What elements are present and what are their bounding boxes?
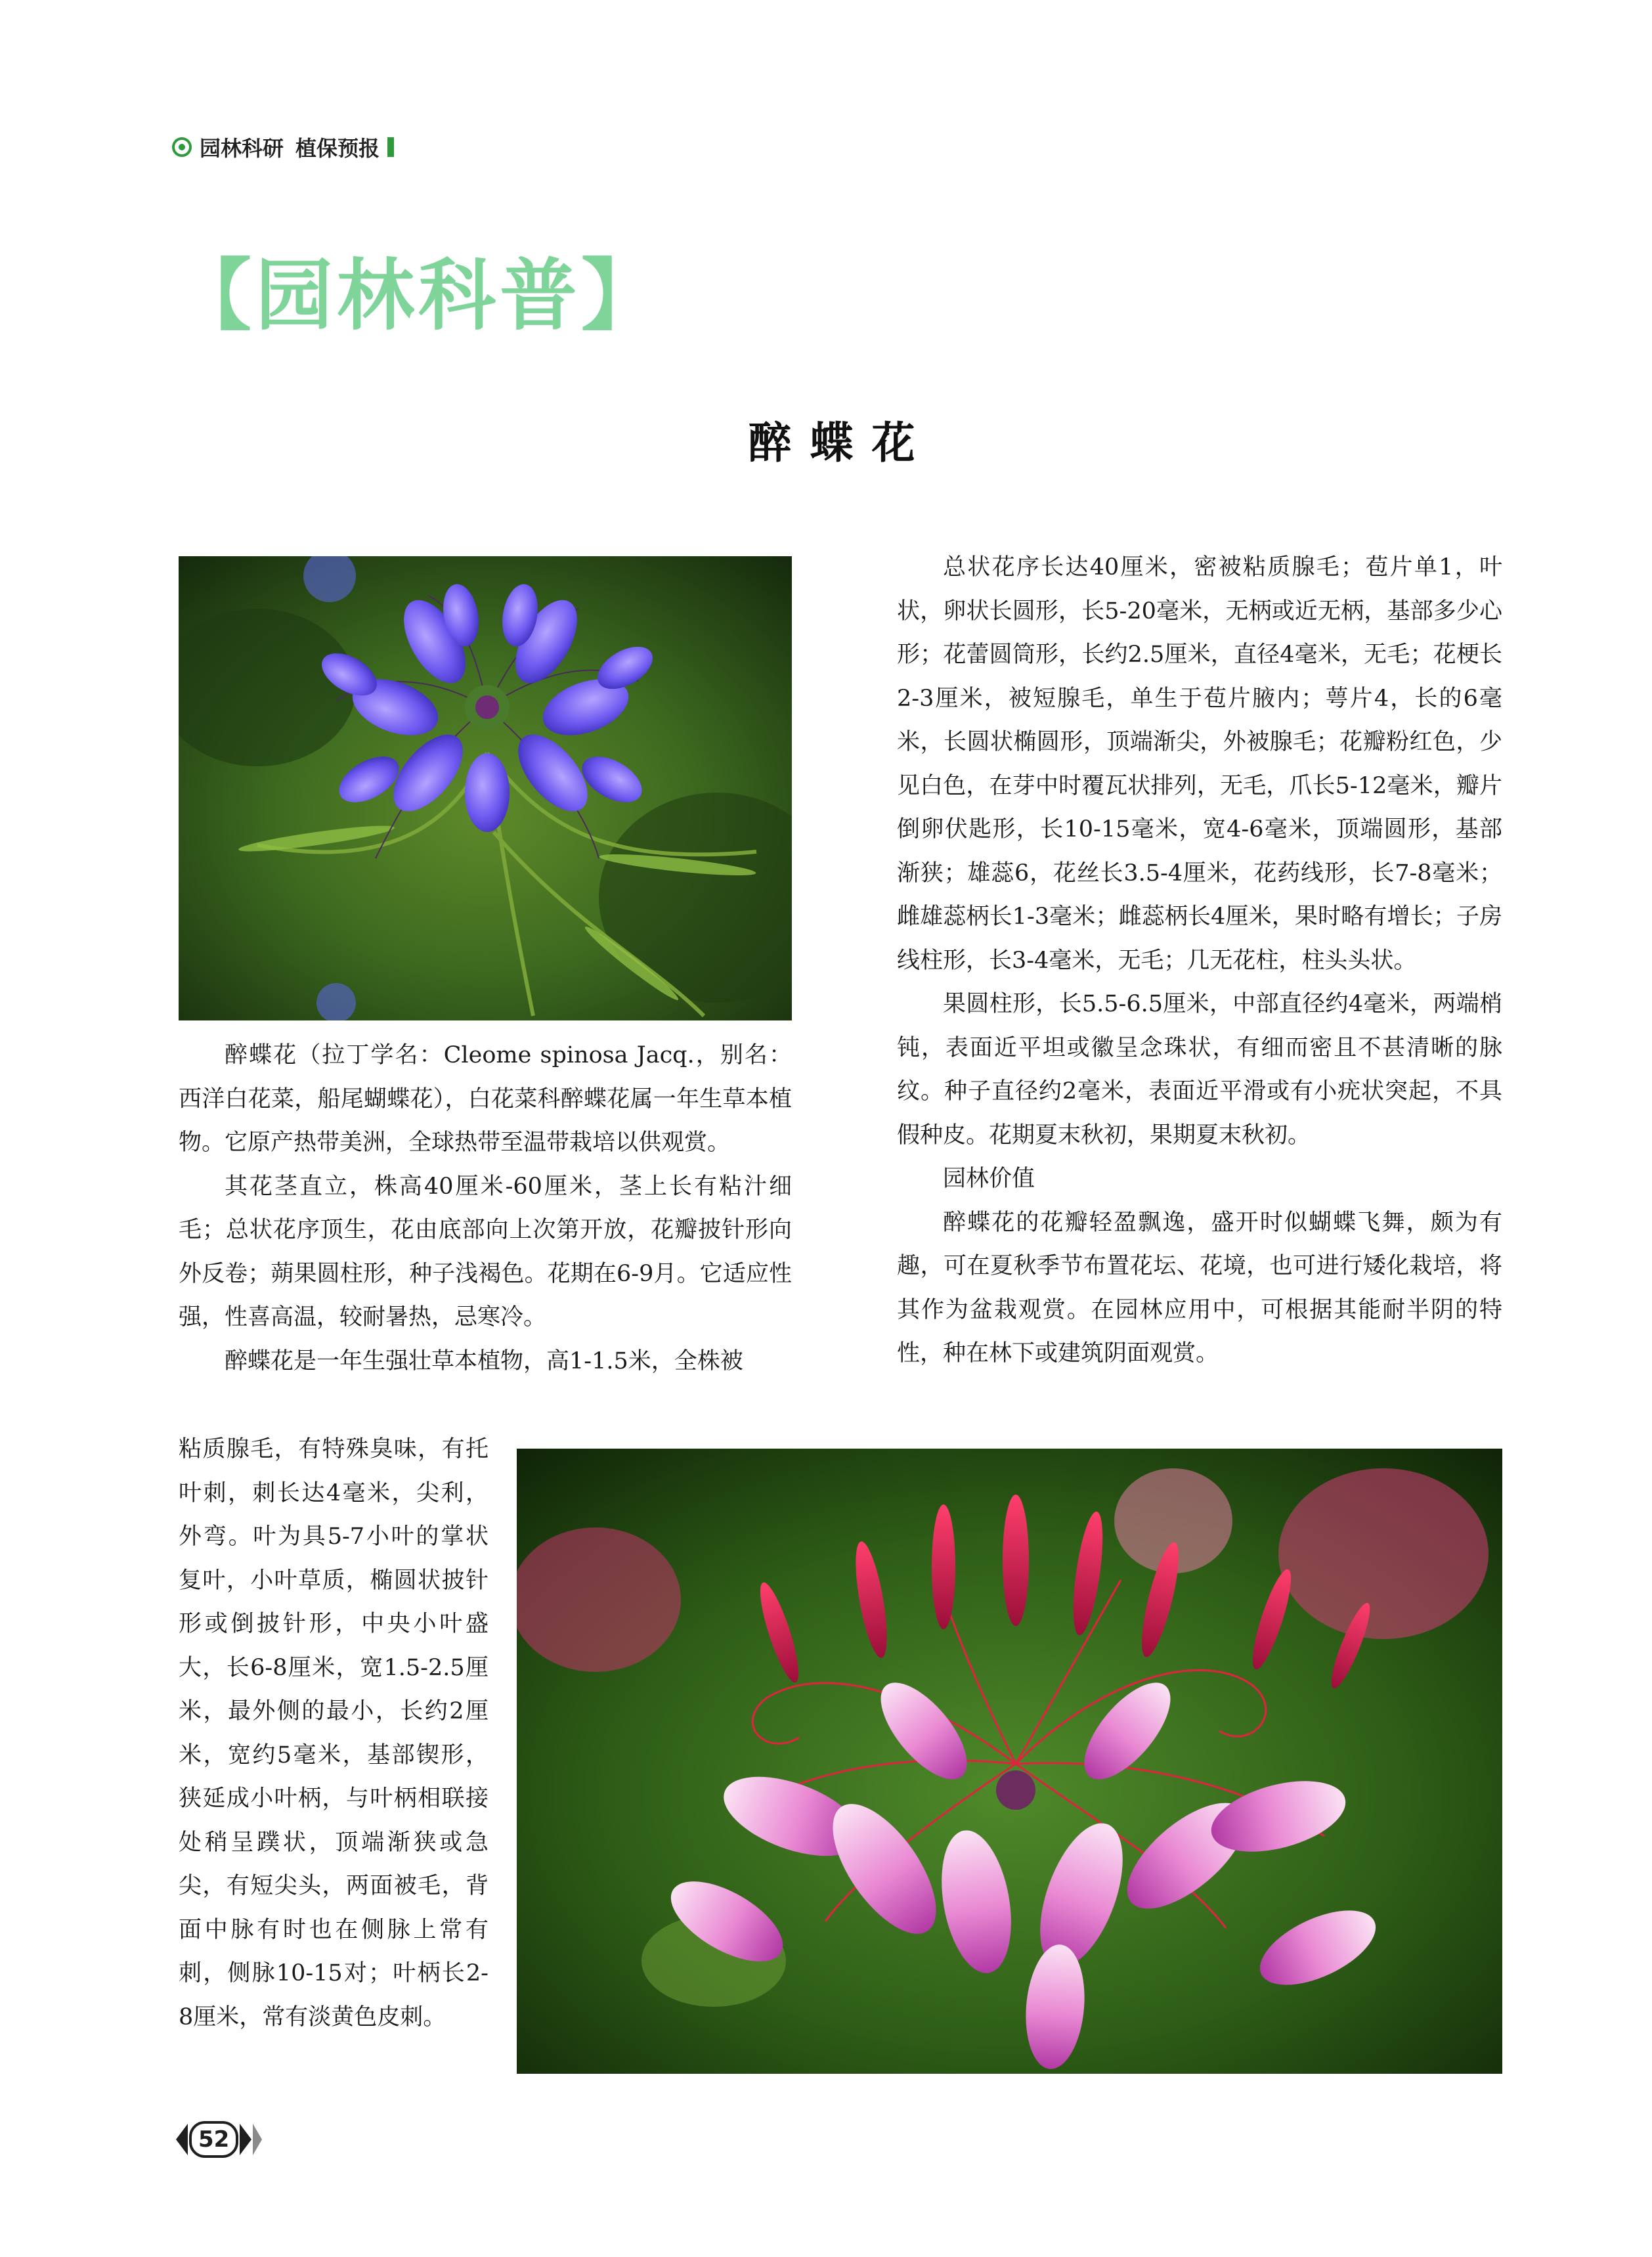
- running-header: [172, 131, 394, 163]
- chevron-left-icon: [176, 2124, 188, 2155]
- header-bar-icon: [387, 137, 394, 157]
- ring-icon: [172, 137, 192, 157]
- description-paragraph-continued: 粘质腺毛，有特殊臭味，有托叶刺，刺长达4毫米，尖利，外弯。叶为具5-7小叶的掌状复叶，小叶草质，椭圆状披针形或倒披针形，中央小叶盛大，长6-8厘米，宽1.5-2.5厘米，最外侧的最小，长约2厘米，宽约5毫米，基部锲形，狭延成小叶柄，与叶柄相联接处稍呈蹼状，顶端渐狭或急尖，有短尖头，两面被毛，背面中脉有时也在侧脉上常有刺，侧脉10-15对；叶柄长2-8厘米，常有淡黄色皮刺。: [179, 1436, 489, 2030]
- section-title: 【园林科普】: [174, 250, 663, 341]
- page-number: [176, 2121, 262, 2158]
- header-section-1: 园林科研: [200, 136, 284, 161]
- purple-flower-photo: [179, 556, 792, 1020]
- pink-flower-photo: [517, 1449, 1502, 2074]
- article-title: 醉蝶花: [748, 418, 934, 468]
- garden-value-heading: 园林价值: [943, 1166, 1035, 1192]
- inflorescence-paragraph: 总状花序长达40厘米，密被粘质腺毛；苞片单1，叶状，卵状长圆形，长5-20毫米，无柄或近无柄，基部多少心形；花蕾圆筒形，长约2.5厘米，直径4毫米，无毛；花梗长2-3厘米，被短腺毛，单生于苞片腋内；萼片4，长的6毫米，长圆状椭圆形，顶端渐尖，外被腺毛；花瓣粉红色，少见白色，在芽中时覆瓦状排列，无毛，爪长5-12毫米，瓣片倒卵伏匙形，长10-15毫米，宽4-6毫米，顶端圆形，基部渐狭；雄蕊6，花丝长3.5-4厘米，花药线形，长7-8毫米；雌雄蕊柄长1-3毫米；雌蕊柄长4厘米，果时略有增长；子房线柱形，长3-4毫米，无毛；几无花柱，柱头头状。: [897, 554, 1502, 974]
- intro-paragraph: 醉蝶花（拉丁学名：Cleome spinosa Jacq.，别名：西洋白花菜，船尾蝴蝶花），白花菜科醉蝶花属一年生草本植物。它原产热带美洲，全球热带至温带栽培以供观赏。: [179, 1042, 792, 1156]
- stem-paragraph: 其花茎直立，株高40厘米-60厘米，茎上长有粘汁细毛；总状花序顶生，花由底部向上次第开放，花瓣披针形向外反卷；蒴果圆柱形，种子浅褐色。花期在6-9月。它适应性强，性喜高温，较耐暑热，忌寒冷。: [179, 1173, 792, 1330]
- garden-value-paragraph: 醉蝶花的花瓣轻盈飘逸，盛开时似蝴蝶飞舞，颇为有趣，可在夏秋季节布置花坛、花境，也可进行矮化栽培，将其作为盆栽观赏。在园林应用中，可根据其能耐半阴的特性，种在林下或建筑阴面观赏。: [897, 1209, 1502, 1367]
- narrow-column: [179, 1428, 489, 2039]
- fruit-paragraph: 果圆柱形，长5.5-6.5厘米，中部直径约4毫米，两端梢钝，表面近平坦或徽呈念珠状，有细而密且不甚清晰的脉纹。种子直径约2毫米，表面近平滑或有小疣状突起，不具假种皮。花期夏末秋初，果期夏末秋初。: [897, 991, 1502, 1149]
- header-section-2: 植保预报: [295, 136, 380, 161]
- chevron-right-secondary-icon: [253, 2124, 262, 2155]
- description-paragraph-start: 醉蝶花是一年生强壮草本植物，高1-1.5米，全株被: [225, 1348, 743, 1374]
- left-column: [179, 1034, 792, 1383]
- right-column: [897, 546, 1502, 1376]
- chevron-right-icon: [240, 2124, 251, 2155]
- page-number-value: 52: [189, 2121, 238, 2158]
